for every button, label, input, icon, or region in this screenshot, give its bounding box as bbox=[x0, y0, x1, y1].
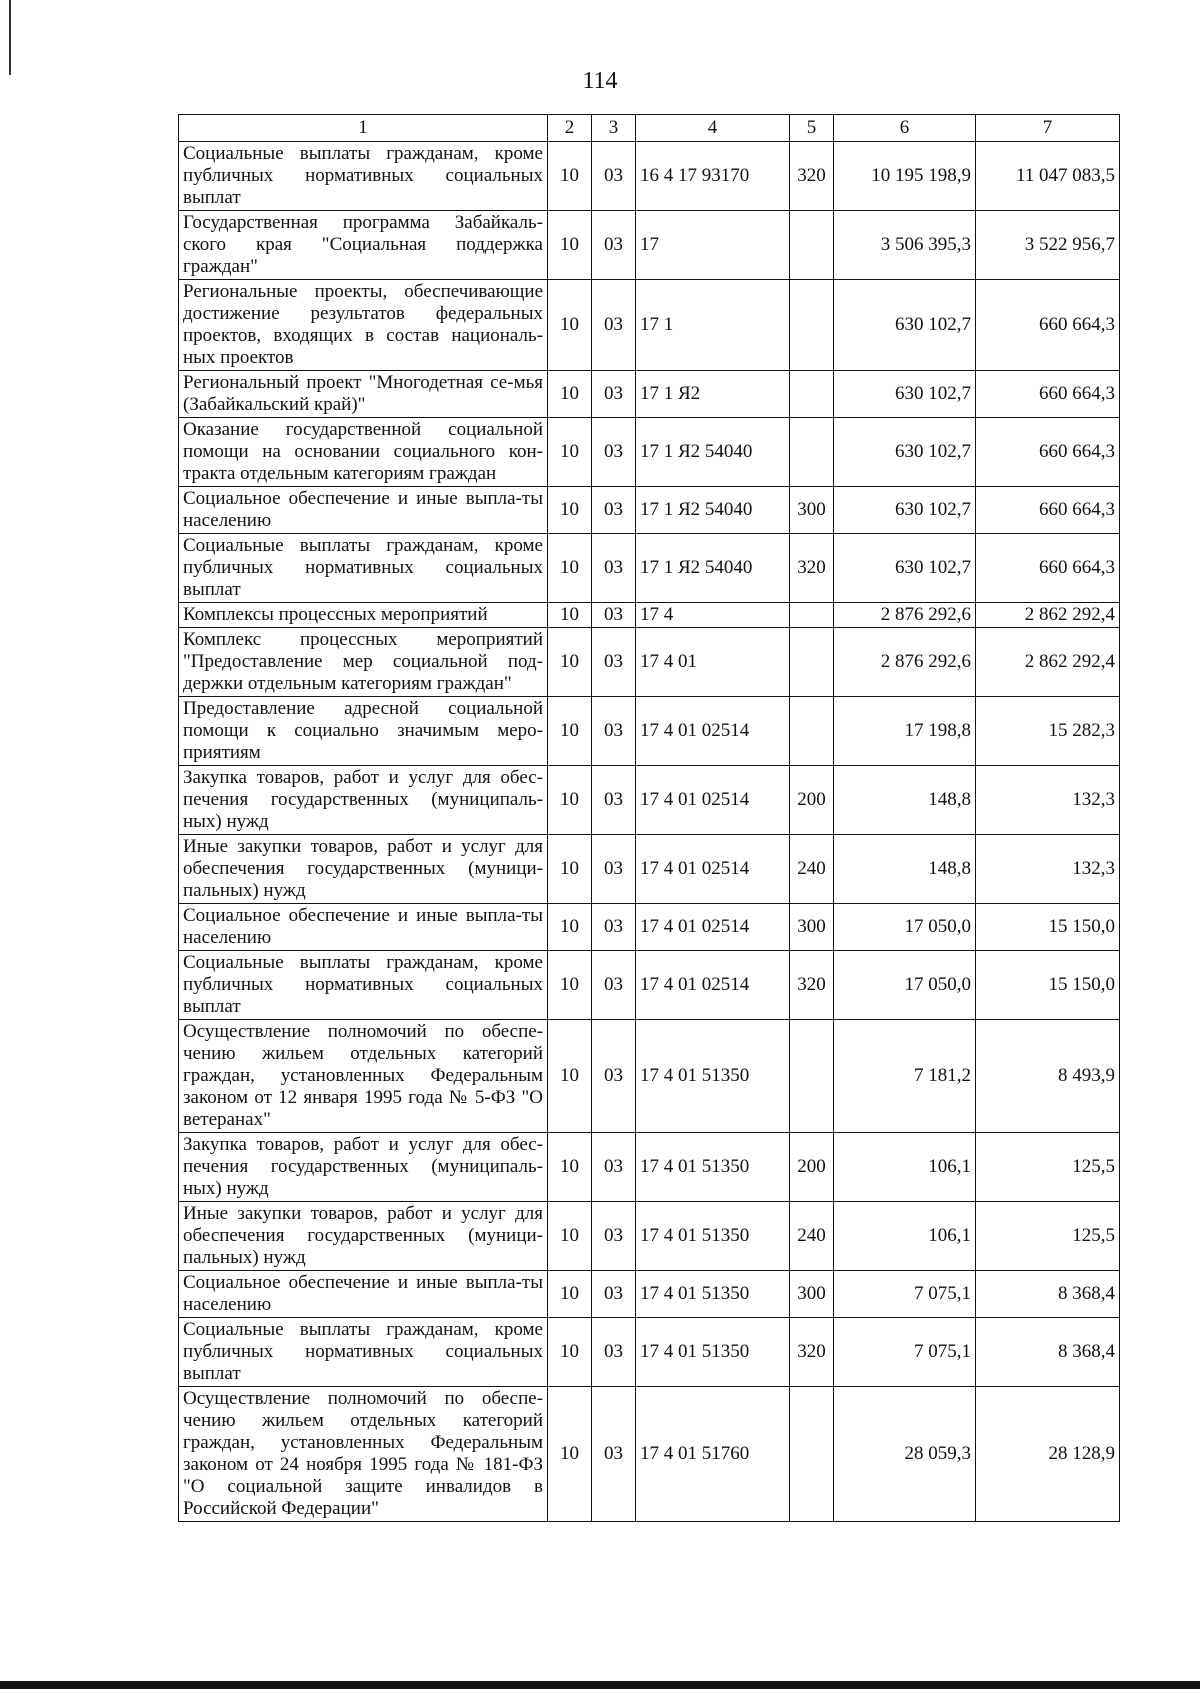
row-expense-type-cell: 300 bbox=[790, 487, 834, 534]
row-amount-year1-cell: 2 876 292,6 bbox=[834, 603, 976, 628]
row-expense-type-cell bbox=[790, 1020, 834, 1133]
table-row bbox=[179, 766, 1120, 835]
row-amount-year1-cell: 630 102,7 bbox=[834, 487, 976, 534]
table-row bbox=[179, 1271, 1120, 1318]
row-section-cell: 10 bbox=[548, 766, 592, 835]
row-subsection-cell: 03 bbox=[592, 603, 636, 628]
row-section-cell: 10 bbox=[548, 280, 592, 371]
row-amount-year2-cell: 660 664,3 bbox=[976, 487, 1120, 534]
row-subsection-cell: 03 bbox=[592, 1202, 636, 1271]
row-subsection-cell: 03 bbox=[592, 142, 636, 211]
row-amount-year1-cell: 106,1 bbox=[834, 1202, 976, 1271]
table-row bbox=[179, 487, 1120, 534]
row-amount-year1-cell: 630 102,7 bbox=[834, 418, 976, 487]
row-name-cell: Региональный проект "Многодетная се-мья (Забайкальский край)" bbox=[179, 371, 548, 418]
row-amount-year1-cell: 630 102,7 bbox=[834, 280, 976, 371]
row-name-cell: Иные закупки товаров, работ и услуг для обеспечения государственных (муници-пальных) нужд bbox=[179, 1202, 548, 1271]
row-amount-year1-cell: 17 050,0 bbox=[834, 951, 976, 1020]
row-expense-type-cell: 300 bbox=[790, 904, 834, 951]
header-col-3: 3 bbox=[592, 115, 636, 142]
row-section-cell: 10 bbox=[548, 418, 592, 487]
row-amount-year2-cell: 15 150,0 bbox=[976, 951, 1120, 1020]
row-section-cell: 10 bbox=[548, 1387, 592, 1522]
row-target-article-cell: 17 4 01 02514 bbox=[636, 766, 790, 835]
row-amount-year1-cell: 10 195 198,9 bbox=[834, 142, 976, 211]
row-section-cell: 10 bbox=[548, 1202, 592, 1271]
row-amount-year2-cell: 15 282,3 bbox=[976, 697, 1120, 766]
row-target-article-cell: 17 4 01 02514 bbox=[636, 835, 790, 904]
row-name-cell: Социальное обеспечение и иные выпла-ты населению bbox=[179, 1271, 548, 1318]
row-target-article-cell: 17 4 01 51350 bbox=[636, 1133, 790, 1202]
row-section-cell: 10 bbox=[548, 835, 592, 904]
row-section-cell: 10 bbox=[548, 697, 592, 766]
row-expense-type-cell: 320 bbox=[790, 951, 834, 1020]
row-amount-year1-cell: 17 050,0 bbox=[834, 904, 976, 951]
row-target-article-cell: 17 1 bbox=[636, 280, 790, 371]
row-name-cell: Социальные выплаты гражданам, кроме публичных нормативных социальных выплат bbox=[179, 142, 548, 211]
row-subsection-cell: 03 bbox=[592, 371, 636, 418]
header-col-1: 1 bbox=[179, 115, 548, 142]
row-target-article-cell: 17 1 Я2 bbox=[636, 371, 790, 418]
row-section-cell: 10 bbox=[548, 951, 592, 1020]
row-amount-year2-cell: 28 128,9 bbox=[976, 1387, 1120, 1522]
row-section-cell: 10 bbox=[548, 628, 592, 697]
row-amount-year2-cell: 125,5 bbox=[976, 1202, 1120, 1271]
row-amount-year2-cell: 2 862 292,4 bbox=[976, 603, 1120, 628]
budget-table bbox=[178, 114, 1120, 1522]
table-row bbox=[179, 371, 1120, 418]
row-section-cell: 10 bbox=[548, 534, 592, 603]
header-col-6: 6 bbox=[834, 115, 976, 142]
row-amount-year2-cell: 660 664,3 bbox=[976, 280, 1120, 371]
row-expense-type-cell: 200 bbox=[790, 766, 834, 835]
row-target-article-cell: 17 4 01 51760 bbox=[636, 1387, 790, 1522]
header-col-7: 7 bbox=[976, 115, 1120, 142]
row-amount-year2-cell: 8 493,9 bbox=[976, 1020, 1120, 1133]
row-amount-year1-cell: 2 876 292,6 bbox=[834, 628, 976, 697]
row-name-cell: Осуществление полномочий по обеспе-чению жильем отдельных категорий граждан, установленных Федеральным законом от 12 января 1995 года № 5-ФЗ "О ветеранах" bbox=[179, 1020, 548, 1133]
row-amount-year2-cell: 132,3 bbox=[976, 766, 1120, 835]
row-target-article-cell: 17 4 01 02514 bbox=[636, 697, 790, 766]
table-row bbox=[179, 628, 1120, 697]
row-expense-type-cell bbox=[790, 603, 834, 628]
row-amount-year2-cell: 125,5 bbox=[976, 1133, 1120, 1202]
table-row bbox=[179, 603, 1120, 628]
table-row bbox=[179, 697, 1120, 766]
row-section-cell: 10 bbox=[548, 211, 592, 280]
table-row bbox=[179, 211, 1120, 280]
row-expense-type-cell bbox=[790, 371, 834, 418]
row-section-cell: 10 bbox=[548, 487, 592, 534]
row-target-article-cell: 17 4 01 51350 bbox=[636, 1271, 790, 1318]
row-subsection-cell: 03 bbox=[592, 628, 636, 697]
table-row bbox=[179, 1318, 1120, 1387]
row-target-article-cell: 17 4 01 51350 bbox=[636, 1318, 790, 1387]
row-name-cell: Государственная программа Забайкаль-ского края "Социальная поддержка граждан" bbox=[179, 211, 548, 280]
row-expense-type-cell: 320 bbox=[790, 142, 834, 211]
row-amount-year1-cell: 148,8 bbox=[834, 835, 976, 904]
row-amount-year1-cell: 7 075,1 bbox=[834, 1271, 976, 1318]
table-row bbox=[179, 142, 1120, 211]
row-amount-year1-cell: 630 102,7 bbox=[834, 371, 976, 418]
row-subsection-cell: 03 bbox=[592, 280, 636, 371]
row-amount-year2-cell: 8 368,4 bbox=[976, 1271, 1120, 1318]
header-col-2: 2 bbox=[548, 115, 592, 142]
row-amount-year1-cell: 28 059,3 bbox=[834, 1387, 976, 1522]
row-amount-year1-cell: 630 102,7 bbox=[834, 534, 976, 603]
table-row bbox=[179, 835, 1120, 904]
row-expense-type-cell: 240 bbox=[790, 1202, 834, 1271]
row-expense-type-cell bbox=[790, 628, 834, 697]
row-expense-type-cell: 240 bbox=[790, 835, 834, 904]
row-amount-year1-cell: 7 181,2 bbox=[834, 1020, 976, 1133]
row-name-cell: Осуществление полномочий по обеспе-чению жильем отдельных категорий граждан, установленных Федеральным законом от 24 ноября 1995 года № 181-ФЗ "О социальной защите инвалидов в Российской Федерации" bbox=[179, 1387, 548, 1522]
row-amount-year1-cell: 3 506 395,3 bbox=[834, 211, 976, 280]
page-number: 114 bbox=[582, 68, 618, 94]
row-name-cell: Комплекс процессных мероприятий "Предоставление мер социальной под-держки отдельным категориям граждан" bbox=[179, 628, 548, 697]
row-subsection-cell: 03 bbox=[592, 487, 636, 534]
row-target-article-cell: 17 bbox=[636, 211, 790, 280]
header-col-5: 5 bbox=[790, 115, 834, 142]
row-section-cell: 10 bbox=[548, 603, 592, 628]
row-subsection-cell: 03 bbox=[592, 904, 636, 951]
row-amount-year1-cell: 148,8 bbox=[834, 766, 976, 835]
row-amount-year2-cell: 15 150,0 bbox=[976, 904, 1120, 951]
row-amount-year2-cell: 11 047 083,5 bbox=[976, 142, 1120, 211]
row-amount-year2-cell: 2 862 292,4 bbox=[976, 628, 1120, 697]
row-expense-type-cell bbox=[790, 211, 834, 280]
row-subsection-cell: 03 bbox=[592, 697, 636, 766]
table-row bbox=[179, 951, 1120, 1020]
row-subsection-cell: 03 bbox=[592, 1271, 636, 1318]
row-name-cell: Социальные выплаты гражданам, кроме публичных нормативных социальных выплат bbox=[179, 534, 548, 603]
row-expense-type-cell: 200 bbox=[790, 1133, 834, 1202]
row-amount-year2-cell: 660 664,3 bbox=[976, 418, 1120, 487]
row-name-cell: Социальное обеспечение и иные выпла-ты населению bbox=[179, 904, 548, 951]
row-name-cell: Социальные выплаты гражданам, кроме публичных нормативных социальных выплат bbox=[179, 1318, 548, 1387]
row-subsection-cell: 03 bbox=[592, 418, 636, 487]
row-target-article-cell: 17 4 01 02514 bbox=[636, 951, 790, 1020]
row-expense-type-cell bbox=[790, 418, 834, 487]
table-row bbox=[179, 1133, 1120, 1202]
table-row bbox=[179, 418, 1120, 487]
row-name-cell: Комплексы процессных мероприятий bbox=[179, 603, 548, 628]
row-name-cell: Предоставление адресной социальной помощи к социально значимым меро-приятиям bbox=[179, 697, 548, 766]
row-subsection-cell: 03 bbox=[592, 1020, 636, 1133]
row-section-cell: 10 bbox=[548, 142, 592, 211]
row-expense-type-cell bbox=[790, 280, 834, 371]
scan-edge-left bbox=[9, 0, 11, 75]
row-name-cell: Закупка товаров, работ и услуг для обес-печения государственных (муниципаль-ных) нужд bbox=[179, 1133, 548, 1202]
table-row bbox=[179, 1020, 1120, 1133]
row-name-cell: Социальное обеспечение и иные выпла-ты населению bbox=[179, 487, 548, 534]
row-expense-type-cell bbox=[790, 1387, 834, 1522]
row-name-cell: Региональные проекты, обеспечивающие достижение результатов федеральных проектов, входящих в состав националь-ных проектов bbox=[179, 280, 548, 371]
row-expense-type-cell: 320 bbox=[790, 1318, 834, 1387]
row-section-cell: 10 bbox=[548, 904, 592, 951]
header-col-4: 4 bbox=[636, 115, 790, 142]
row-subsection-cell: 03 bbox=[592, 211, 636, 280]
header-row bbox=[179, 115, 1120, 142]
row-section-cell: 10 bbox=[548, 1020, 592, 1133]
table-row bbox=[179, 280, 1120, 371]
row-subsection-cell: 03 bbox=[592, 835, 636, 904]
row-subsection-cell: 03 bbox=[592, 1387, 636, 1522]
row-target-article-cell: 16 4 17 93170 bbox=[636, 142, 790, 211]
row-amount-year1-cell: 17 198,8 bbox=[834, 697, 976, 766]
row-target-article-cell: 17 4 01 02514 bbox=[636, 904, 790, 951]
row-target-article-cell: 17 1 Я2 54040 bbox=[636, 534, 790, 603]
row-section-cell: 10 bbox=[548, 1133, 592, 1202]
row-expense-type-cell: 320 bbox=[790, 534, 834, 603]
table-row bbox=[179, 1387, 1120, 1522]
row-target-article-cell: 17 4 01 51350 bbox=[636, 1020, 790, 1133]
row-target-article-cell: 17 4 01 51350 bbox=[636, 1202, 790, 1271]
table-row bbox=[179, 534, 1120, 603]
scan-edge-bottom bbox=[0, 1681, 1200, 1689]
row-target-article-cell: 17 1 Я2 54040 bbox=[636, 418, 790, 487]
row-name-cell: Иные закупки товаров, работ и услуг для обеспечения государственных (муници-пальных) нужд bbox=[179, 835, 548, 904]
row-expense-type-cell bbox=[790, 697, 834, 766]
row-expense-type-cell: 300 bbox=[790, 1271, 834, 1318]
row-section-cell: 10 bbox=[548, 1271, 592, 1318]
row-subsection-cell: 03 bbox=[592, 951, 636, 1020]
table-row bbox=[179, 1202, 1120, 1271]
row-name-cell: Социальные выплаты гражданам, кроме публичных нормативных социальных выплат bbox=[179, 951, 548, 1020]
row-amount-year1-cell: 106,1 bbox=[834, 1133, 976, 1202]
row-target-article-cell: 17 4 bbox=[636, 603, 790, 628]
row-name-cell: Закупка товаров, работ и услуг для обес-печения государственных (муниципаль-ных) нужд bbox=[179, 766, 548, 835]
row-target-article-cell: 17 4 01 bbox=[636, 628, 790, 697]
table-body bbox=[179, 142, 1120, 1522]
row-subsection-cell: 03 bbox=[592, 1318, 636, 1387]
row-section-cell: 10 bbox=[548, 1318, 592, 1387]
row-amount-year2-cell: 660 664,3 bbox=[976, 534, 1120, 603]
table-row bbox=[179, 904, 1120, 951]
row-amount-year2-cell: 3 522 956,7 bbox=[976, 211, 1120, 280]
row-amount-year2-cell: 660 664,3 bbox=[976, 371, 1120, 418]
row-section-cell: 10 bbox=[548, 371, 592, 418]
row-amount-year1-cell: 7 075,1 bbox=[834, 1318, 976, 1387]
row-subsection-cell: 03 bbox=[592, 1133, 636, 1202]
row-target-article-cell: 17 1 Я2 54040 bbox=[636, 487, 790, 534]
row-subsection-cell: 03 bbox=[592, 766, 636, 835]
row-subsection-cell: 03 bbox=[592, 534, 636, 603]
row-name-cell: Оказание государственной социальной помощи на основании социального кон-тракта отдельным категориям граждан bbox=[179, 418, 548, 487]
row-amount-year2-cell: 132,3 bbox=[976, 835, 1120, 904]
row-amount-year2-cell: 8 368,4 bbox=[976, 1318, 1120, 1387]
